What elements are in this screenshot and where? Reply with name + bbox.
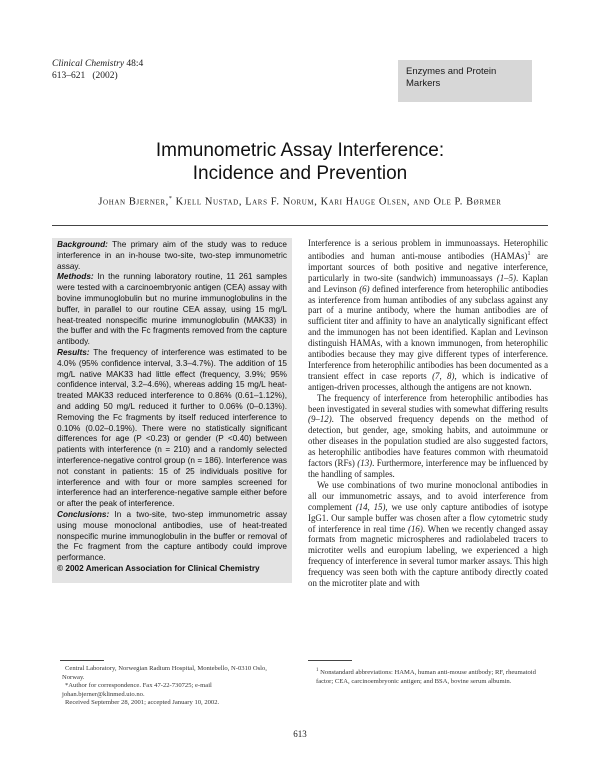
title-line-1: Immunometric Assay Interference:	[155, 140, 445, 161]
body-paragraph: The frequency of interference from heterophilic antibodies has been investigated in several studies with somewhat differing results (9–12). The observed frequency depends on the method of detection, but gender, age, smoking habits, and autoimmune or other diseases in the population studied are also suggested factors, as heterophilic antibodies have features common with rheumatoid factors (RFs) (13). Furthermore, interference may be influenced by the handling of samples.	[308, 392, 549, 479]
title-line-2: Incidence and Prevention	[192, 163, 408, 184]
affiliation-line: Central Laboratory, Norwegian Radium Hospital, Montebello, N-0310 Oslo, Norway.	[62, 665, 267, 681]
journal-volume: 48:4	[126, 59, 144, 69]
corresponding-mark: *	[168, 196, 173, 202]
body-paragraph: We use combinations of two murine monoclonal antibodies in all our immunometric assays, and to avoid interference from complement (14, 15), we use only capture antibodies of isotype IgG1. Our sample buffer was chosen after a flow cytometric study of interference in real time (16). When we recently changed assay formats from magnetic microspheres and radiolabeled tracers to microtiter wells and europium labeling, we experienced a high frequency of interference in several tumor marker assays. This high frequency was seen both with the capture antibody directly coated on the microtiter plate and with	[308, 479, 548, 589]
journal-pages: 613–621	[52, 71, 86, 81]
abstract-results: Results: The frequency of interference was estimated to be 4.0% (95% confidence interval, 3.3–4.7%). The addition of 15 mg/L native MAK33 had little effect (frequency, 3.9%; 95% confidence interval, 3.2–4.6%), whereas adding 15 mg/L heat-treated MAK33 reduced interference to 0.86% (0.61–1.12%), and adding 50 mg/L reduced it further to 0.06% (0–0.13%). Removing the Fc fragments by itself reduced interference to 0.10% (0.02–0.19%). There were no statistically significant differences for age (P <0.23) or gender (P <0.40) between patients with interference (n = 210) and a randomly selected interference-negative control group (n = 186). Interference was not constant in patients: 15 of 25 individuals positive for interference and with four or more samples screened for interference had an interference-negative sample either before or after the peak of interference.	[57, 347, 287, 509]
journal-citation	[52, 58, 143, 82]
section-label-box	[398, 60, 532, 102]
journal-year: (2002)	[92, 71, 118, 81]
page-number: 613	[293, 729, 307, 739]
author-first: Johan Bjerner,	[98, 196, 169, 208]
affiliation-footnote	[62, 665, 288, 708]
footnote-divider-left	[60, 660, 104, 661]
correspondence-line: *Author for correspondence. Fax 47-22-730725; e-mail johan.bjerner@klinmed.uio.no.	[62, 682, 212, 698]
body-paragraph: Interference is a serious problem in immunoassays. Heterophilic antibodies and human anti-mouse antibodies (HAMAs)$^1$ are important sources of both positive and negative interference, particularly in two-site (sandwich) immunoassays (1–5). Kaplan and Levinson (6) defined interference from heterophilic antibodies as interference from human antibodies of any subclass against any part of a murine antibody, where the human antibodies are of sufficient titer and affinity to have an analytically significant effect and the immunogen has not been identified. Kaplan and Levinson distinguish HAMAs, with a known immunogen, from heterophilic antibodies because they may give different types of interference. Interference from heterophilic antibodies has been documented as a transient effect in case reports (7, 8), which is indicative of antigen-driven processes, although the antigens are not known.	[308, 238, 549, 392]
abstract-conclusions: Conclusions: In a two-site, two-step immunometric assay using mouse monoclonal antibodies, use of heat-treated nonspecific murine immunoglobulin in the buffer or removal of the Fc fragment from the capture antibody could improve performance.	[57, 509, 287, 563]
article-title	[0, 139, 600, 185]
abbreviations-footnote: $^1$ Nonstandard abbreviations: HAMA, human anti-mouse antibody; RF, rheumatoid factor; CEA, carcinoembryonic antigen; and BSA, bovine serum albumin.	[316, 668, 536, 685]
header-divider	[52, 225, 548, 226]
abstract-background: Background: The primary aim of the study was to reduce interference in an in-house two-site, two-step immunometric assay.	[57, 240, 287, 271]
abstract-methods: Methods: In the running laboratory routine, 11 261 samples were tested with a carcinoembryonic antigen (CEA) assay with bovine immunoglobulin but no murine immunoglobulins in the buffer, in parallel to our routine CEA assay, using 15 mg/L heat-treated nonspecific murine immunoglobulin (MAK33) in the buffer and with the Fc fragments removed from the capture antibody.	[57, 272, 287, 347]
footnote-divider-right	[308, 660, 352, 661]
abstract	[52, 238, 292, 583]
journal-name: Clinical Chemistry	[52, 59, 125, 69]
author-list	[0, 196, 600, 207]
abstract-copyright: © 2002 American Association for Clinical Chemistry	[57, 563, 260, 573]
received-line: Received September 28, 2001; accepted January 10, 2002.	[65, 699, 220, 707]
section-line-1: Enzymes and Protein	[406, 66, 497, 77]
author-rest: Kjell Nustad, Lars F. Norum, Kari Hauge Olsen, and Ole P. Børmer	[172, 196, 502, 208]
body-text	[308, 238, 548, 589]
section-line-2: Markers	[406, 78, 441, 89]
